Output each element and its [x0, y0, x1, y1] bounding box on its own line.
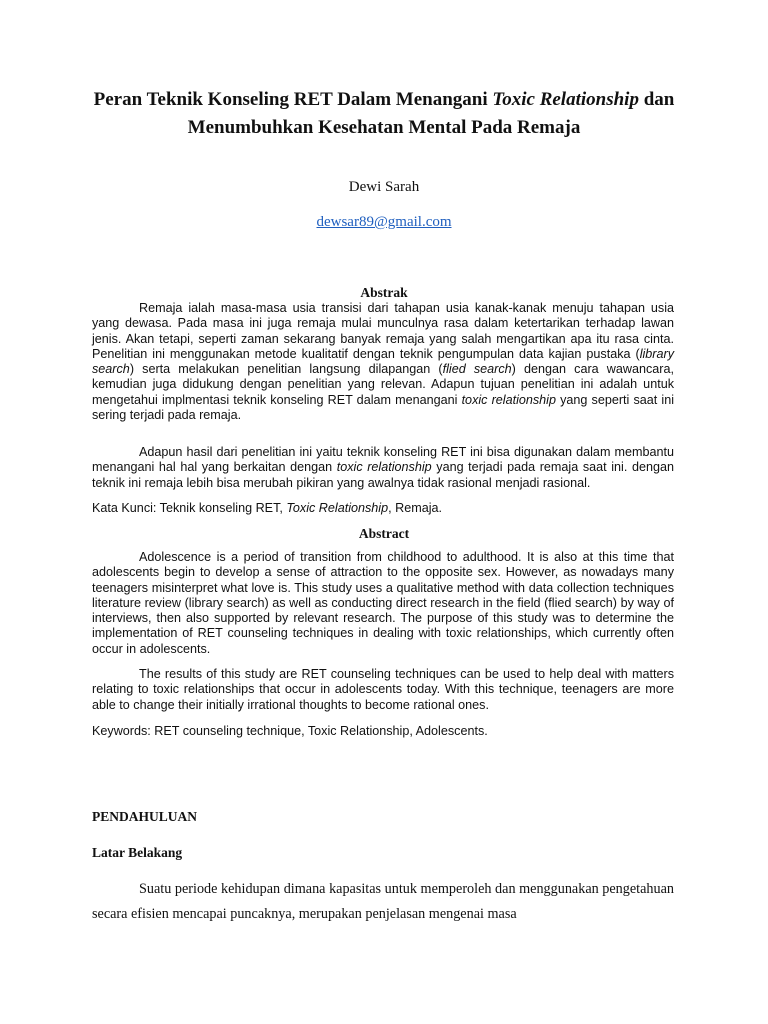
- abstrak-p1-italic-3: toxic relationship: [461, 392, 556, 407]
- abstrak-p1-text-c: ) dengan cara wawancara, kemudian juga didukung dengan penelitian yang relevan. Adapun tujuan penelitian ini adalah untuk mengetahui implmentasi teknik konseling RET dalam menangani: [92, 362, 674, 407]
- abstrak-p1-text-a: Remaja ialah masa-masa usia transisi dari tahapan usia kanak-kanak menuju tahapan usia yang dewasa. Pada masa ini juga remaja mulai munculnya rasa dalam ketertarikan terhadap lawan jenis. Akan tetapi, seperti zaman sekarang banyak remaja yang salah mengartikan apa itu rasa cinta. Penelitian ini menggunakan metode kualitatif dengan teknik pengumpulan data kajian pustaka (: [92, 301, 674, 361]
- abstrak-p1-text-b: ) serta melakukan penelitian langsung dilapangan (: [129, 362, 443, 377]
- title-part-1: Peran Teknik Konseling RET Dalam Menangani: [93, 89, 493, 110]
- abstract-paragraph-1: Adolescence is a period of transition from childhood to adulthood. It is also at this time that adolescents begin to develop a sense of attraction to the opposite sex. However, as nowadays many teenagers misinterpret what love is. This study uses a qualitative method with data collection techniques literature review (library search) as well as conducting direct research in the field (flied search) by way of interviews, then also supported by relevant research. The purpose of this study was to determine the implementation of RET counseling techniques in dealing with toxic relationships, which currently often occur in adolescents.: [92, 550, 674, 656]
- keywords: Keywords: RET counseling technique, Toxic Relationship, Adolescents.: [92, 724, 488, 738]
- author-name: Dewi Sarah: [348, 179, 420, 195]
- abstract-paragraph-2: The results of this study are RET counseling techniques can be used to help deal with matters relating to toxic relationships that occur in adolescents today. With this technique, teenagers are more able to change their initially irrational thoughts to become rational ones.: [92, 667, 674, 712]
- kata-kunci-italic: Toxic Relationship: [286, 501, 389, 515]
- email-link[interactable]: dewsar89@gmail.com: [316, 214, 452, 230]
- author-email: [0, 214, 768, 231]
- title-part-2: dan Menumbuhkan Kesehatan Mental Pada Remaja: [187, 89, 675, 138]
- kata-kunci-text-b: , Remaja.: [388, 501, 443, 515]
- abstrak-p1-italic-2: flied search: [442, 362, 512, 377]
- abstrak-heading: Abstrak: [360, 285, 408, 300]
- title-italic: Toxic Relationship: [492, 89, 639, 110]
- abstrak-p2-italic-1: toxic relationship: [336, 460, 432, 475]
- kata-kunci-text-a: Kata Kunci: Teknik konseling RET,: [92, 501, 287, 515]
- abstrak-paragraph-2: [92, 445, 674, 491]
- paper-title: [60, 86, 708, 142]
- abstrak-p1-text-d: yang seperti saat ini sering terjadi pada remaja.: [92, 392, 675, 423]
- abstrak-p1-italic-1: library search: [92, 346, 674, 377]
- subsection-heading: Latar Belakang: [92, 845, 183, 860]
- abstract-heading: Abstract: [358, 526, 410, 541]
- body-paragraph-1: Suatu periode kehidupan dimana kapasitas untuk memperoleh dan menggunakan pengetahuan secara efisien mencapai puncaknya, merupakan penjelasan mengenai masa: [92, 881, 674, 922]
- abstrak-paragraph-1: [92, 301, 674, 423]
- abstrak-p2-text-a: Adapun hasil dari penelitian ini yaitu teknik konseling RET ini bisa digunakan dalam membantu menangani hal hal yang berkaitan dengan: [92, 445, 674, 475]
- section-heading: PENDAHULUAN: [92, 809, 198, 824]
- kata-kunci: [92, 501, 674, 516]
- abstrak-p2-text-b: yang terjadi pada remaja saat ini. dengan teknik ini remaja lebih bisa merubah pikiran yang awalnya tidak rasional menjadi rasional.: [92, 460, 674, 490]
